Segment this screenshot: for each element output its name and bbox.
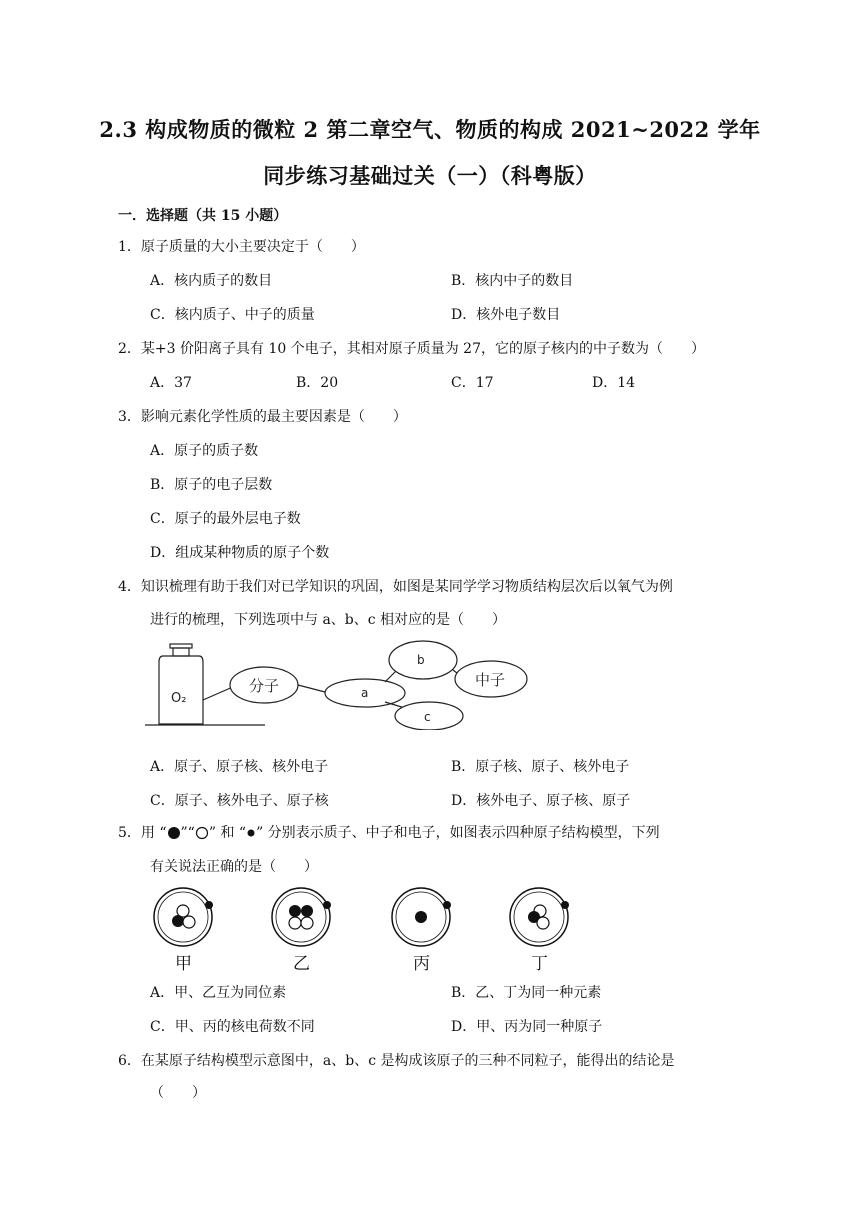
question-1-stem: 1．原子质量的大小主要决定于（ ） xyxy=(118,239,365,255)
question-4-option-d: D．核外电子、原子核、原子 xyxy=(451,793,631,809)
document-title-line2: 同步练习基础过关（一）（科粤版） xyxy=(263,163,597,188)
question-5-option-d: D．甲、丙为同一种原子 xyxy=(451,1019,603,1035)
question-5-stem-mid1: ”“ xyxy=(180,825,195,841)
molecule-label: 分子 xyxy=(249,677,280,695)
atom-label-ding: 丁 xyxy=(531,954,548,974)
question-3-stem: 3．影响元素化学性质的最主要因素是（ ） xyxy=(118,409,407,425)
bottle-label: O₂ xyxy=(171,691,187,706)
question-3-option-b: B．原子的电子层数 xyxy=(150,477,273,493)
question-5-stem-line2: 有关说法正确的是（ ） xyxy=(150,859,318,875)
section-heading: 一．选择题（共 15 小题） xyxy=(118,208,288,224)
question-1-option-c: C．核内质子、中子的质量 xyxy=(150,307,315,323)
question-5-stem-suffix: ” 分别表示质子、中子和电子，如图表示四种原子结构模型，下列 xyxy=(256,825,660,841)
question-2-option-b: B．20 xyxy=(296,375,339,391)
atom-model-yi xyxy=(272,888,331,946)
question-2-stem: 2．某+3 价阳离子具有 10 个电子，其相对原子质量为 27，它的原子核内的中子数为（ ） xyxy=(118,341,705,357)
question-2-option-d: D．14 xyxy=(592,375,636,391)
proton-symbol-icon xyxy=(167,826,181,840)
node-a-label: a xyxy=(361,686,369,700)
question-3-option-d: D．组成某种物质的原子个数 xyxy=(150,545,330,561)
question-1-option-d: D．核外电子数目 xyxy=(451,307,561,323)
question-3-option-a: A．原子的质子数 xyxy=(150,443,259,459)
question-3-option-c: C．原子的最外层电子数 xyxy=(150,511,301,527)
question-4-option-a: A．原子、原子核、核外电子 xyxy=(150,759,329,775)
question-5-stem-line1 xyxy=(118,822,660,842)
atom-label-yi: 乙 xyxy=(293,954,310,974)
question-4-stem-line1: 4．知识梳理有助于我们对已学知识的巩固，如图是某同学学习物质结构层次后以氧气为例 xyxy=(118,579,673,595)
atom-model-jia xyxy=(154,888,213,946)
document-title-line1: 2.3 构成物质的微粒 2 第二章空气、物质的构成 2021~2022 学年 xyxy=(99,117,761,142)
question-4-option-b: B．原子核、原子、核外电子 xyxy=(451,759,630,775)
neutron-symbol-icon xyxy=(195,826,209,840)
question-6-stem-line2: （ ） xyxy=(150,1085,206,1101)
question-4-option-c: C．原子、核外电子、原子核 xyxy=(150,793,329,809)
atom-model-bing xyxy=(392,888,451,946)
neutron-label: 中子 xyxy=(475,671,506,689)
question-2-option-c: C．17 xyxy=(451,375,494,391)
node-c-label: c xyxy=(424,710,431,724)
electron-symbol-icon xyxy=(246,828,256,838)
question-5-option-b: B．乙、丁为同一种元素 xyxy=(451,985,602,1001)
question-5-option-a: A．甲、乙互为同位素 xyxy=(150,985,287,1001)
question-5-option-c: C．甲、丙的核电荷数不同 xyxy=(150,1019,315,1035)
question-5-stem-prefix: 5．用 “ xyxy=(118,825,167,841)
question-1-option-b: B．核内中子的数目 xyxy=(451,273,574,289)
atom-models-diagram xyxy=(145,885,595,975)
atom-label-bing: 丙 xyxy=(413,954,430,974)
question-1-option-a: A．核内质子的数目 xyxy=(150,273,273,289)
question-5-stem-mid2: ” 和 “ xyxy=(208,825,247,841)
question-6-stem-line1: 6．在某原子结构模型示意图中，a、b、c 是构成该原子的三种不同粒子，能得出的结论是 xyxy=(118,1053,675,1069)
atom-label-jia: 甲 xyxy=(175,954,192,974)
atom-model-ding xyxy=(510,888,569,946)
node-b-label: b xyxy=(417,653,425,667)
oxygen-bottle xyxy=(159,644,203,724)
question-2-option-a: A．37 xyxy=(150,375,192,391)
question-4-stem-line2: 进行的梳理，下列选项中与 a、b、c 相对应的是（ ） xyxy=(150,612,507,628)
oxygen-structure-diagram xyxy=(145,640,535,730)
